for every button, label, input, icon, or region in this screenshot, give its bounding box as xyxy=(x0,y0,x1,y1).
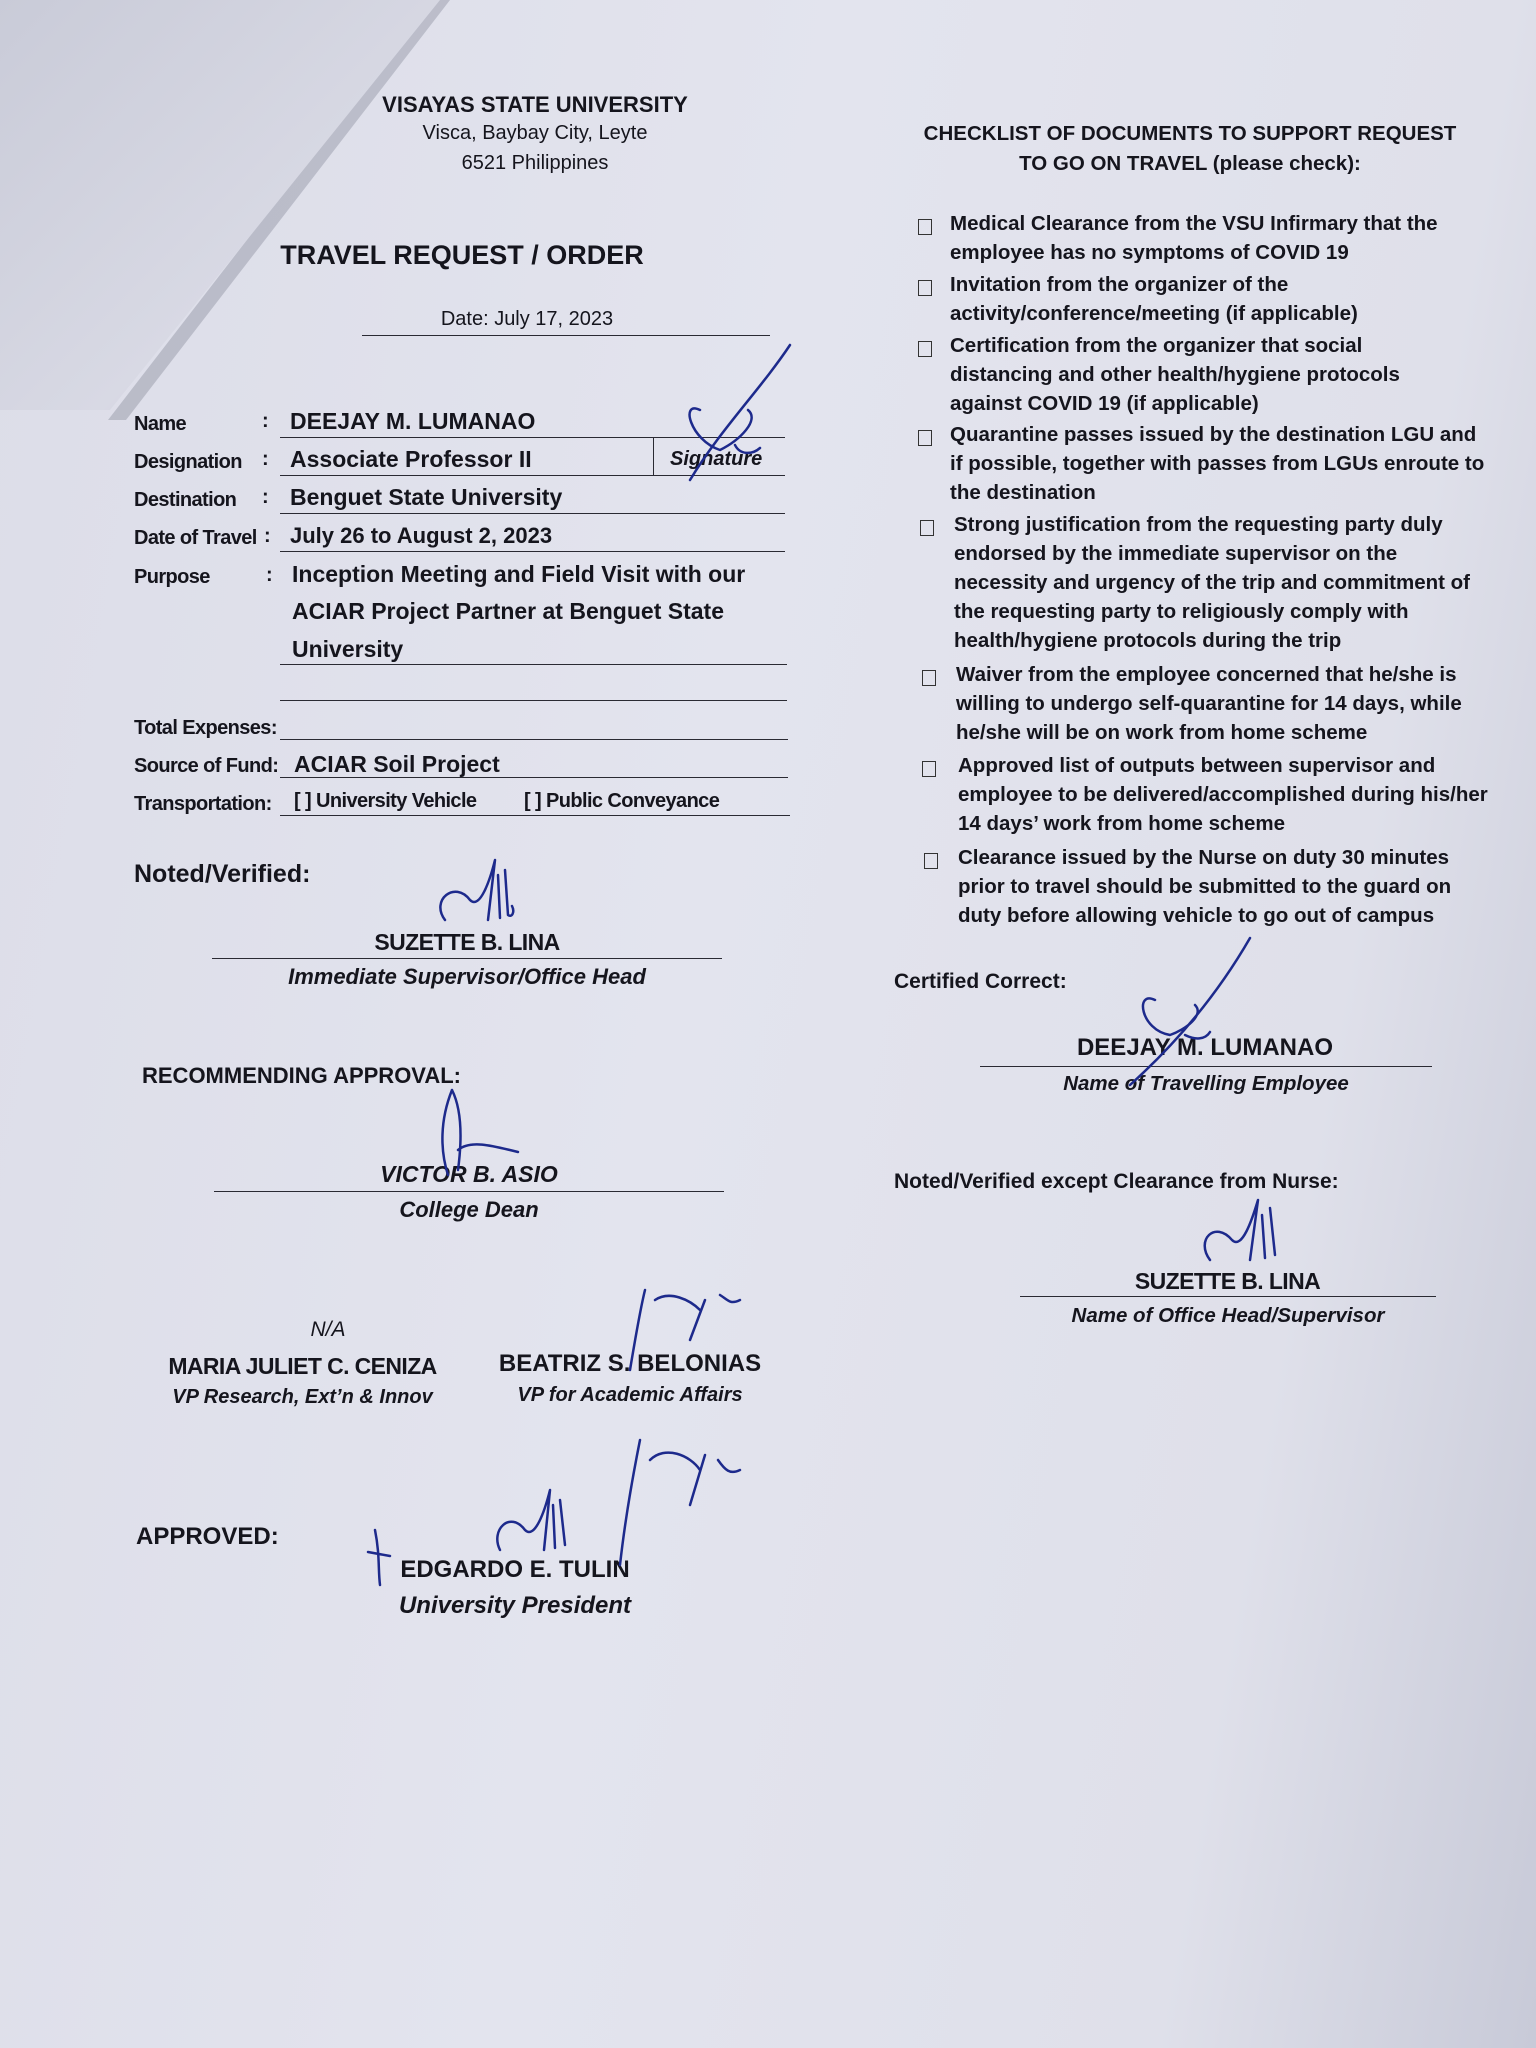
name-label: Name xyxy=(134,413,187,435)
vp-research-title: VP Research, Ext’n & Innov xyxy=(172,1386,433,1408)
checklist-checkbox[interactable] xyxy=(918,280,932,296)
recommending-approval-label: RECOMMENDING APPROVAL: xyxy=(142,1063,461,1088)
total-expenses-label: Total Expenses: xyxy=(134,717,277,739)
purpose-line-1: Inception Meeting and Field Visit with our xyxy=(292,561,746,587)
vp-academic-name: BEATRIZ S. BELONIAS xyxy=(498,1350,762,1377)
vp-research-name: MARIA JULIET C. CENIZA xyxy=(168,1353,437,1379)
source-of-fund-label: Source of Fund: xyxy=(134,755,279,777)
date-of-travel-label: Date of Travel xyxy=(134,527,257,549)
destination-colon: : xyxy=(262,486,269,508)
transport-university-vehicle[interactable]: [ ] University Vehicle xyxy=(294,790,477,812)
university-address-1: Visca, Baybay City, Leyte xyxy=(422,122,648,144)
transportation-label: Transportation: xyxy=(134,793,272,815)
checklist-item: Certification from the organizer that social distancing and other health/hygiene protocols against COVID 19 (if applicable) xyxy=(950,334,1400,415)
university-name: VISAYAS STATE UNIVERSITY xyxy=(382,92,688,117)
office-head-title: Name of Office Head/Supervisor xyxy=(1071,1304,1385,1327)
employee-name: DEEJAY M. LUMANAO xyxy=(1076,1034,1334,1061)
checklist-checkbox[interactable] xyxy=(920,520,934,536)
checklist-checkbox[interactable] xyxy=(918,430,932,446)
date-of-travel-underline xyxy=(280,551,785,552)
checklist-item: Waiver from the employee concerned that he/she is willing to undergo self-quarantine for 14 days, while he/she will be on work from home scheme xyxy=(956,663,1462,744)
purpose-colon: : xyxy=(266,564,273,586)
purpose-line-2: ACIAR Project Partner at Benguet State xyxy=(292,598,724,624)
checklist-item: Invitation from the organizer of the activity/conference/meeting (if applicable) xyxy=(950,273,1358,325)
destination-value: Benguet State University xyxy=(290,484,563,510)
employee-title: Name of Travelling Employee xyxy=(1063,1072,1349,1095)
source-of-fund-value: ACIAR Soil Project xyxy=(294,751,500,777)
supervisor-name: SUZETTE B. LINA xyxy=(374,929,560,955)
supervisor-underline xyxy=(212,958,722,959)
employee-underline xyxy=(980,1066,1432,1067)
total-expenses-underline xyxy=(280,739,788,740)
source-of-fund-underline xyxy=(280,777,788,778)
form-title: TRAVEL REQUEST / ORDER xyxy=(280,240,644,270)
noted-verified-label: Noted/Verified: xyxy=(134,860,311,888)
purpose-line-3: University xyxy=(292,636,404,662)
destination-underline xyxy=(280,513,785,514)
checklist-item: Quarantine passes issued by the destination LGU and if possible, together with passes from LGUs enroute to the destination xyxy=(950,423,1485,504)
name-underline xyxy=(280,437,785,438)
designation-label: Designation xyxy=(134,451,242,473)
name-value: DEEJAY M. LUMANAO xyxy=(290,408,536,434)
designation-value: Associate Professor II xyxy=(290,446,532,472)
certified-correct-label: Certified Correct: xyxy=(894,970,1067,993)
president-name: EDGARDO E. TULIN xyxy=(400,1556,630,1583)
checklist-checkbox[interactable] xyxy=(922,670,936,686)
transportation-underline xyxy=(280,815,790,816)
office-head-underline xyxy=(1020,1296,1436,1297)
vp-research-na: N/A xyxy=(310,1318,346,1341)
purpose-label: Purpose xyxy=(134,566,210,588)
name-colon: : xyxy=(262,410,269,432)
dean-underline xyxy=(214,1191,724,1192)
date-of-travel-value: July 26 to August 2, 2023 xyxy=(290,523,553,548)
president-title: University President xyxy=(398,1592,632,1619)
purpose-underline-1 xyxy=(280,664,787,665)
noted-except-nurse-label: Noted/Verified except Clearance from Nurse: xyxy=(894,1170,1339,1193)
supervisor-title: Immediate Supervisor/Office Head xyxy=(288,964,646,989)
destination-label: Destination xyxy=(134,489,237,511)
date-underline xyxy=(362,335,770,336)
signature-divider xyxy=(653,437,654,475)
signature-label: Signature xyxy=(670,448,763,470)
university-address-2: 6521 Philippines xyxy=(461,152,609,174)
transport-public-conveyance[interactable]: [ ] Public Conveyance xyxy=(524,790,720,812)
checklist-item: Approved list of outputs between supervisor and employee to be delivered/accomplished during his/her 14 days’ work from home scheme xyxy=(958,754,1488,835)
checklist-checkbox[interactable] xyxy=(918,341,932,357)
checklist-title-line-1: CHECKLIST OF DOCUMENTS TO SUPPORT REQUEST xyxy=(923,122,1457,145)
vp-academic-title: VP for Academic Affairs xyxy=(517,1384,743,1406)
office-head-name: SUZETTE B. LINA xyxy=(1134,1268,1321,1294)
checklist-item: Strong justification from the requesting party duly endorsed by the immediate supervisor on the necessity and urgency of the trip and commitment of the requesting party to religiously comply with health/hygiene protocols during the trip xyxy=(954,513,1471,652)
checklist-title-line-2: TO GO ON TRAVEL (please check): xyxy=(1019,152,1361,175)
checklist-item: Clearance issued by the Nurse on duty 30 minutes prior to travel should be submitted to the guard on duty before allowing vehicle to go out of campus xyxy=(958,846,1452,927)
request-date: Date: July 17, 2023 xyxy=(440,308,614,330)
dean-name: VICTOR B. ASIO xyxy=(380,1161,558,1187)
designation-colon: : xyxy=(262,448,269,470)
dean-title: College Dean xyxy=(399,1197,539,1222)
checklist-checkbox[interactable] xyxy=(922,761,936,777)
approved-label: APPROVED: xyxy=(136,1523,279,1550)
date-of-travel-colon: : xyxy=(264,525,271,547)
designation-underline xyxy=(280,475,785,476)
checklist-item: Medical Clearance from the VSU Infirmary that the employee has no symptoms of COVID 19 xyxy=(950,212,1438,264)
purpose-underline-2 xyxy=(280,700,787,701)
checklist-checkbox[interactable] xyxy=(924,853,938,869)
checklist-checkbox[interactable] xyxy=(918,219,932,235)
